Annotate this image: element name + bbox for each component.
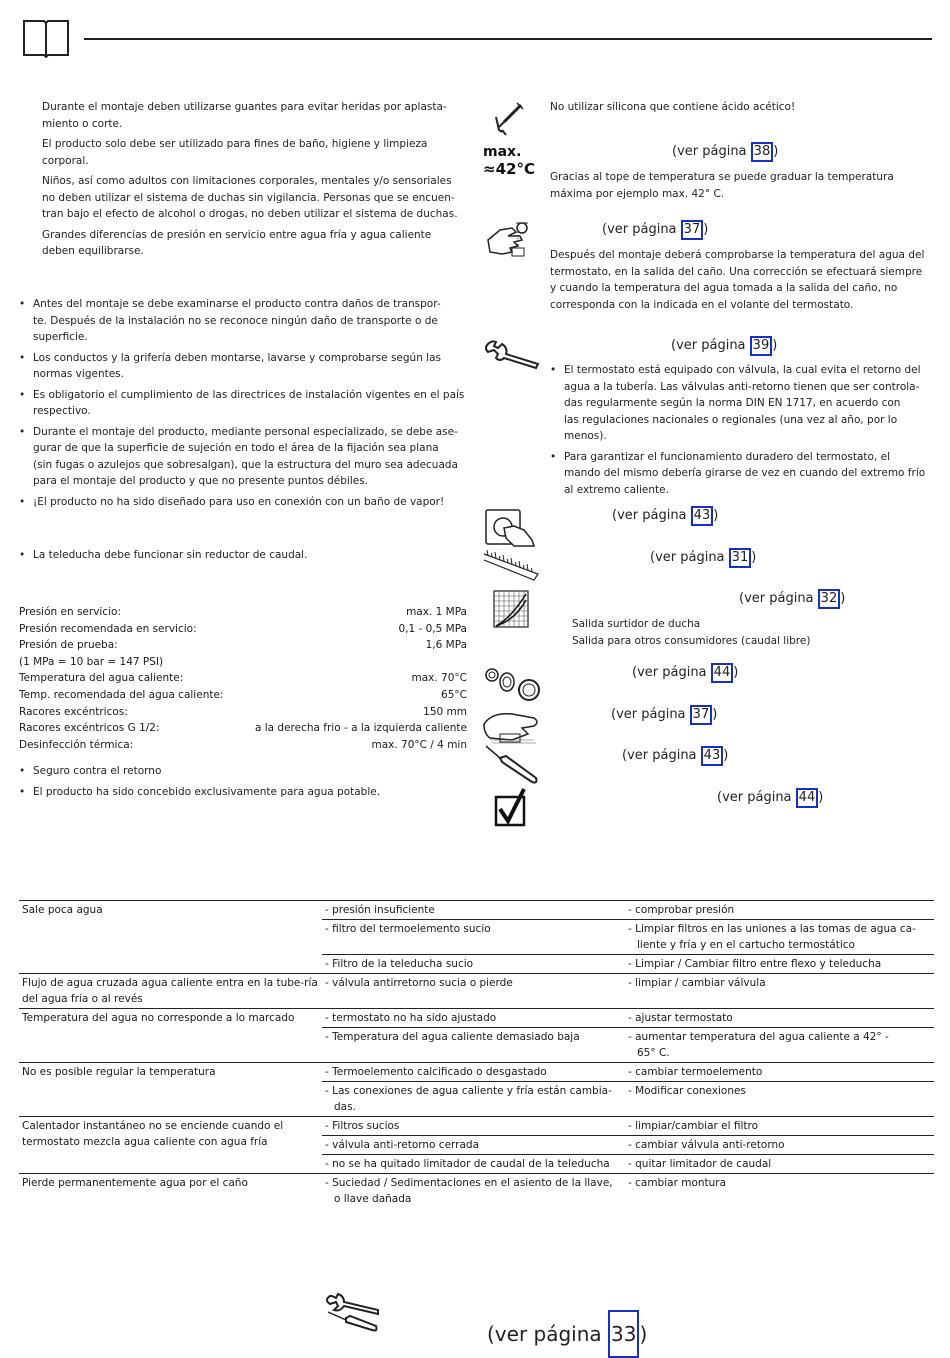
page-link-box[interactable]: 43 — [691, 506, 714, 526]
book-icon — [22, 18, 70, 58]
spec-row — [19, 670, 467, 687]
cause-cell: - termostato no ha sido ajustado — [322, 1009, 625, 1028]
cause-cell: - filtro del termoelemento sucio — [322, 920, 625, 955]
page-link-box[interactable]: 33 — [608, 1310, 639, 1358]
problem-cell: Pierde permanentemente agua por el caño — [19, 1174, 322, 1209]
fix-cell: - comprobar presión — [625, 901, 934, 920]
fix-cell: - limpiar/cambiar el filtro — [625, 1117, 934, 1136]
max-temp-icon — [483, 144, 543, 178]
flow-note-text: La teleducha debe funcionar sin reductor de caudal. — [33, 549, 308, 561]
check-temp-text — [550, 247, 924, 313]
spec-label: Presión recomendada en servicio: — [19, 622, 197, 635]
fix-cell: - limpiar / cambiar válvula — [625, 974, 934, 1009]
page-link-box[interactable]: 32 — [818, 589, 841, 609]
spec-row — [19, 604, 467, 621]
page-link-box[interactable]: 31 — [729, 548, 752, 568]
cause-cell: - Temperatura del agua caliente demasiado baja — [322, 1028, 625, 1063]
spec-row — [19, 720, 467, 737]
page-link-box[interactable]: 39 — [750, 336, 773, 356]
fix-cell: - quitar limitador de caudal — [625, 1155, 934, 1174]
ref-p32[interactable]: (ver página 32 ) — [739, 589, 845, 609]
table-row — [19, 1174, 934, 1209]
spec-label: Presión de prueba: — [19, 639, 118, 652]
fix-cell: - cambiar montura — [625, 1174, 934, 1209]
wrench-icon — [482, 338, 542, 372]
flow-diagram-icon — [493, 590, 529, 628]
ref-p31[interactable]: (ver página 31 ) — [650, 548, 756, 568]
page-link-box[interactable]: 44 — [796, 788, 819, 808]
page-link-box[interactable]: 37 — [690, 705, 713, 725]
table-row — [19, 1063, 934, 1082]
spec-value: 0,1 - 0,5 MPa — [398, 622, 467, 635]
install-bullet: • ¡El producto no ha sido diseñado para uso en conexión con un baño de vapor! — [19, 494, 471, 511]
spec-value: max. 70°C — [411, 672, 467, 685]
maintenance-notes — [550, 362, 940, 502]
spec-row — [19, 621, 467, 638]
text-line: corresponda con la indicada en el volante del termostato. — [550, 298, 854, 311]
filter-parts-icon — [483, 664, 541, 702]
fix-cell: - Limpiar filtros en las uniones a las tomas de agua ca- liente y fría y en el cartucho termostático — [625, 920, 934, 955]
feature-list — [19, 763, 471, 804]
table-row — [19, 1117, 934, 1136]
ref-p37[interactable]: (ver página 37 ) — [611, 705, 717, 725]
thermostat-hand-icon — [484, 508, 536, 548]
spec-row — [19, 687, 467, 704]
install-bullet: • Es obligatorio el cumplimiento de las directrices de instalación vigentes en el país respectivo. — [19, 387, 471, 420]
hand-thermometer-icon — [486, 220, 534, 262]
cause-cell: - Filtro de la teleducha sucio — [322, 955, 625, 974]
page-link-box[interactable]: 37 — [681, 220, 704, 240]
cause-cell: - Suciedad / Sedimentaciones en el asiento de la llave, o llave dañada — [322, 1174, 625, 1209]
flow-outlets — [572, 616, 810, 649]
ref-p44b[interactable]: (ver página 44 ) — [717, 788, 823, 808]
cause-cell: - válvula anti-retorno cerrada — [322, 1136, 625, 1155]
fix-cell: - Limpiar / Cambiar filtro entre flexo y teleducha — [625, 955, 934, 974]
cause-cell: - presión insuficiente — [322, 901, 625, 920]
text-line: y cuando la temperatura del agua tomada a la salida del caño, no — [550, 282, 898, 294]
table-row — [19, 974, 934, 1009]
flow-note — [19, 547, 473, 564]
spec-row — [19, 637, 467, 654]
ref-max-temp[interactable]: (ver página 38 ) — [672, 142, 778, 162]
problem-cell: Calentador instantáneo no se enciende cuando el termostato mezcla agua caliente con agua fría — [19, 1117, 322, 1174]
problem-cell: No es posible regular la temperatura — [19, 1063, 322, 1117]
ref-p43a[interactable]: (ver página 43 ) — [612, 506, 718, 526]
outlet-line: Salida surtidor de ducha — [572, 618, 701, 630]
install-bullet: • Antes del montaje se debe examinarse el producto contra daños de transpor- te. Después de la instalación no se reconoce ningún daño de transporte o de superficie. — [19, 296, 471, 346]
text-line: Después del montaje deberá comprobarse la temperatura del agua del — [550, 249, 925, 261]
text-line: Gracias al tope de temperatura se puede graduar la temperatura — [550, 171, 894, 183]
text-line: máxima por ejemplo max. 42° C. — [550, 187, 725, 200]
screwdriver-icon — [482, 744, 540, 786]
safety-paragraph: El producto solo debe ser utilizado para fines de baño, higiene y limpieza corporal. — [42, 138, 428, 167]
hand-cleaning-icon — [482, 704, 542, 746]
feature-bullet: • Seguro contra el retorno — [19, 763, 471, 780]
cause-cell: - no se ha quitado limitador de caudal de la teleducha — [322, 1155, 625, 1174]
spec-list — [19, 604, 467, 753]
spec-value: max. 70°C / 4 min — [371, 738, 467, 751]
spec-value: a la derecha frio - a la izquierda caliente — [254, 722, 467, 735]
silicone-note: No utilizar silicona que contiene ácido acético! — [550, 101, 796, 113]
troubleshooting-table — [19, 900, 934, 1208]
page-link-box[interactable]: 44 — [711, 663, 734, 683]
ref-p33[interactable]: (ver página 33 ) — [487, 1310, 647, 1358]
cause-cell: - Termoelemento calcificado o desgastado — [322, 1063, 625, 1082]
install-bullet: • Durante el montaje del producto, mediante personal especializado, se debe ase- gurar de que la superficie de sujeción en todo el área de la fijación sea plana (sin fugas o azulejos que sobresalgan), que la estructura del muro sea adecuada para el montaje del producto y que no presente puntos débiles. — [19, 424, 471, 490]
cause-cell: - válvula antirretorno sucia o pierde — [322, 974, 625, 1009]
spec-row — [19, 704, 467, 721]
temp-label: ≈42°C — [483, 160, 535, 178]
spec-label: Racores excéntricos: — [19, 705, 128, 718]
silicone-gun-icon — [490, 101, 526, 137]
safety-paragraph: Durante el montaje deben utilizarse guantes para evitar heridas por aplasta- miento o corte. — [42, 101, 447, 130]
spec-value: 65°C — [441, 688, 467, 701]
maintenance-bullet: • El termostato está equipado con válvula, la cual evita el retorno del agua a la tubería. Las válvulas anti-retorno tienen que ser controla- das regularmente según la norma DIN EN 1717, en acuerdo con las regulaciones nacionales o regionales (una vez al año, por lo menos). — [550, 362, 940, 445]
text-line: termostato, en la salida del caño. Una corrección se efectuará siempre — [550, 265, 923, 278]
install-bullet: • Los conductos y la grifería deben montarse, lavarse y comprobarse según las normas vigentes. — [19, 350, 471, 383]
spec-label: Temperatura del agua caliente: — [19, 672, 184, 685]
spec-label: Temp. recomendada del agua caliente: — [19, 688, 224, 701]
spec-label: (1 MPa = 10 bar = 147 PSI) — [19, 655, 164, 668]
outlet-line: Salida para otros consumidores (caudal libre) — [572, 634, 811, 647]
ref-p43b[interactable]: (ver página 43 ) — [622, 746, 728, 766]
maintenance-bullet: • Para garantizar el funcionamiento duradero del termostato, el mando del mismo debería girarse de vez en cuando del extremo frío al extremo caliente. — [550, 449, 940, 499]
install-notes — [19, 296, 471, 514]
ruler-icon — [482, 548, 540, 582]
safety-paragraph: Niños, así como adultos con limitaciones corporales, mentales y/o sensoriales no deben utilizar el sistema de duchas sin vigilancia. Personas que se encuen- tran bajo el efecto de alcohol o drogas, no deben utilizar el sistema de duchas. — [42, 175, 458, 220]
spec-value: 150 mm — [423, 705, 467, 718]
problem-cell: Flujo de agua cruzada agua caliente entra en la tube-ría del agua fría o al revés — [19, 974, 322, 1009]
max-temp-text — [550, 169, 894, 202]
ref-check-temp[interactable]: (ver página 37 ) — [602, 220, 708, 240]
checkbox-icon — [494, 787, 528, 829]
spec-row — [19, 654, 467, 671]
page-link-box[interactable]: 38 — [751, 142, 774, 162]
tools-icon — [322, 1292, 382, 1332]
max-label: max. — [483, 144, 522, 160]
spec-value: 1,6 MPa — [425, 639, 467, 652]
safety-paragraph: Grandes diferencias de presión en servicio entre agua fría y agua caliente deben equilibrarse. — [42, 228, 432, 257]
spec-label: Presión en servicio: — [19, 606, 121, 618]
fix-cell: - cambiar válvula anti-retorno — [625, 1136, 934, 1155]
cause-cell: - Filtros sucios — [322, 1117, 625, 1136]
page-link-box[interactable]: 43 — [701, 746, 724, 766]
cause-cell: - Las conexiones de agua caliente y fría están cambia- das. — [322, 1082, 625, 1117]
fix-cell: - Modificar conexiones — [625, 1082, 934, 1117]
spec-value: max. 1 MPa — [406, 606, 467, 618]
spec-label: Desinfección térmica: — [19, 738, 134, 751]
fix-cell: - cambiar termoelemento — [625, 1063, 934, 1082]
ref-p44a[interactable]: (ver página 44 ) — [632, 663, 738, 683]
table-row — [19, 901, 934, 920]
ref-maintenance[interactable]: (ver página 39 ) — [671, 336, 777, 356]
spec-label: Racores excéntricos G 1/2: — [19, 722, 160, 735]
fix-cell: - ajustar termostato — [625, 1009, 934, 1028]
problem-cell: Sale poca agua — [19, 901, 322, 974]
feature-bullet: • El producto ha sido concebido exclusivamente para agua potable. — [19, 784, 471, 801]
fix-cell: - aumentar temperatura del agua caliente a 42° - 65° C. — [625, 1028, 934, 1063]
header-rule — [84, 38, 932, 40]
safety-notes — [42, 99, 472, 264]
table-row — [19, 1009, 934, 1028]
spec-row — [19, 737, 467, 754]
problem-cell: Temperatura del agua no corresponde a lo marcado — [19, 1009, 322, 1063]
